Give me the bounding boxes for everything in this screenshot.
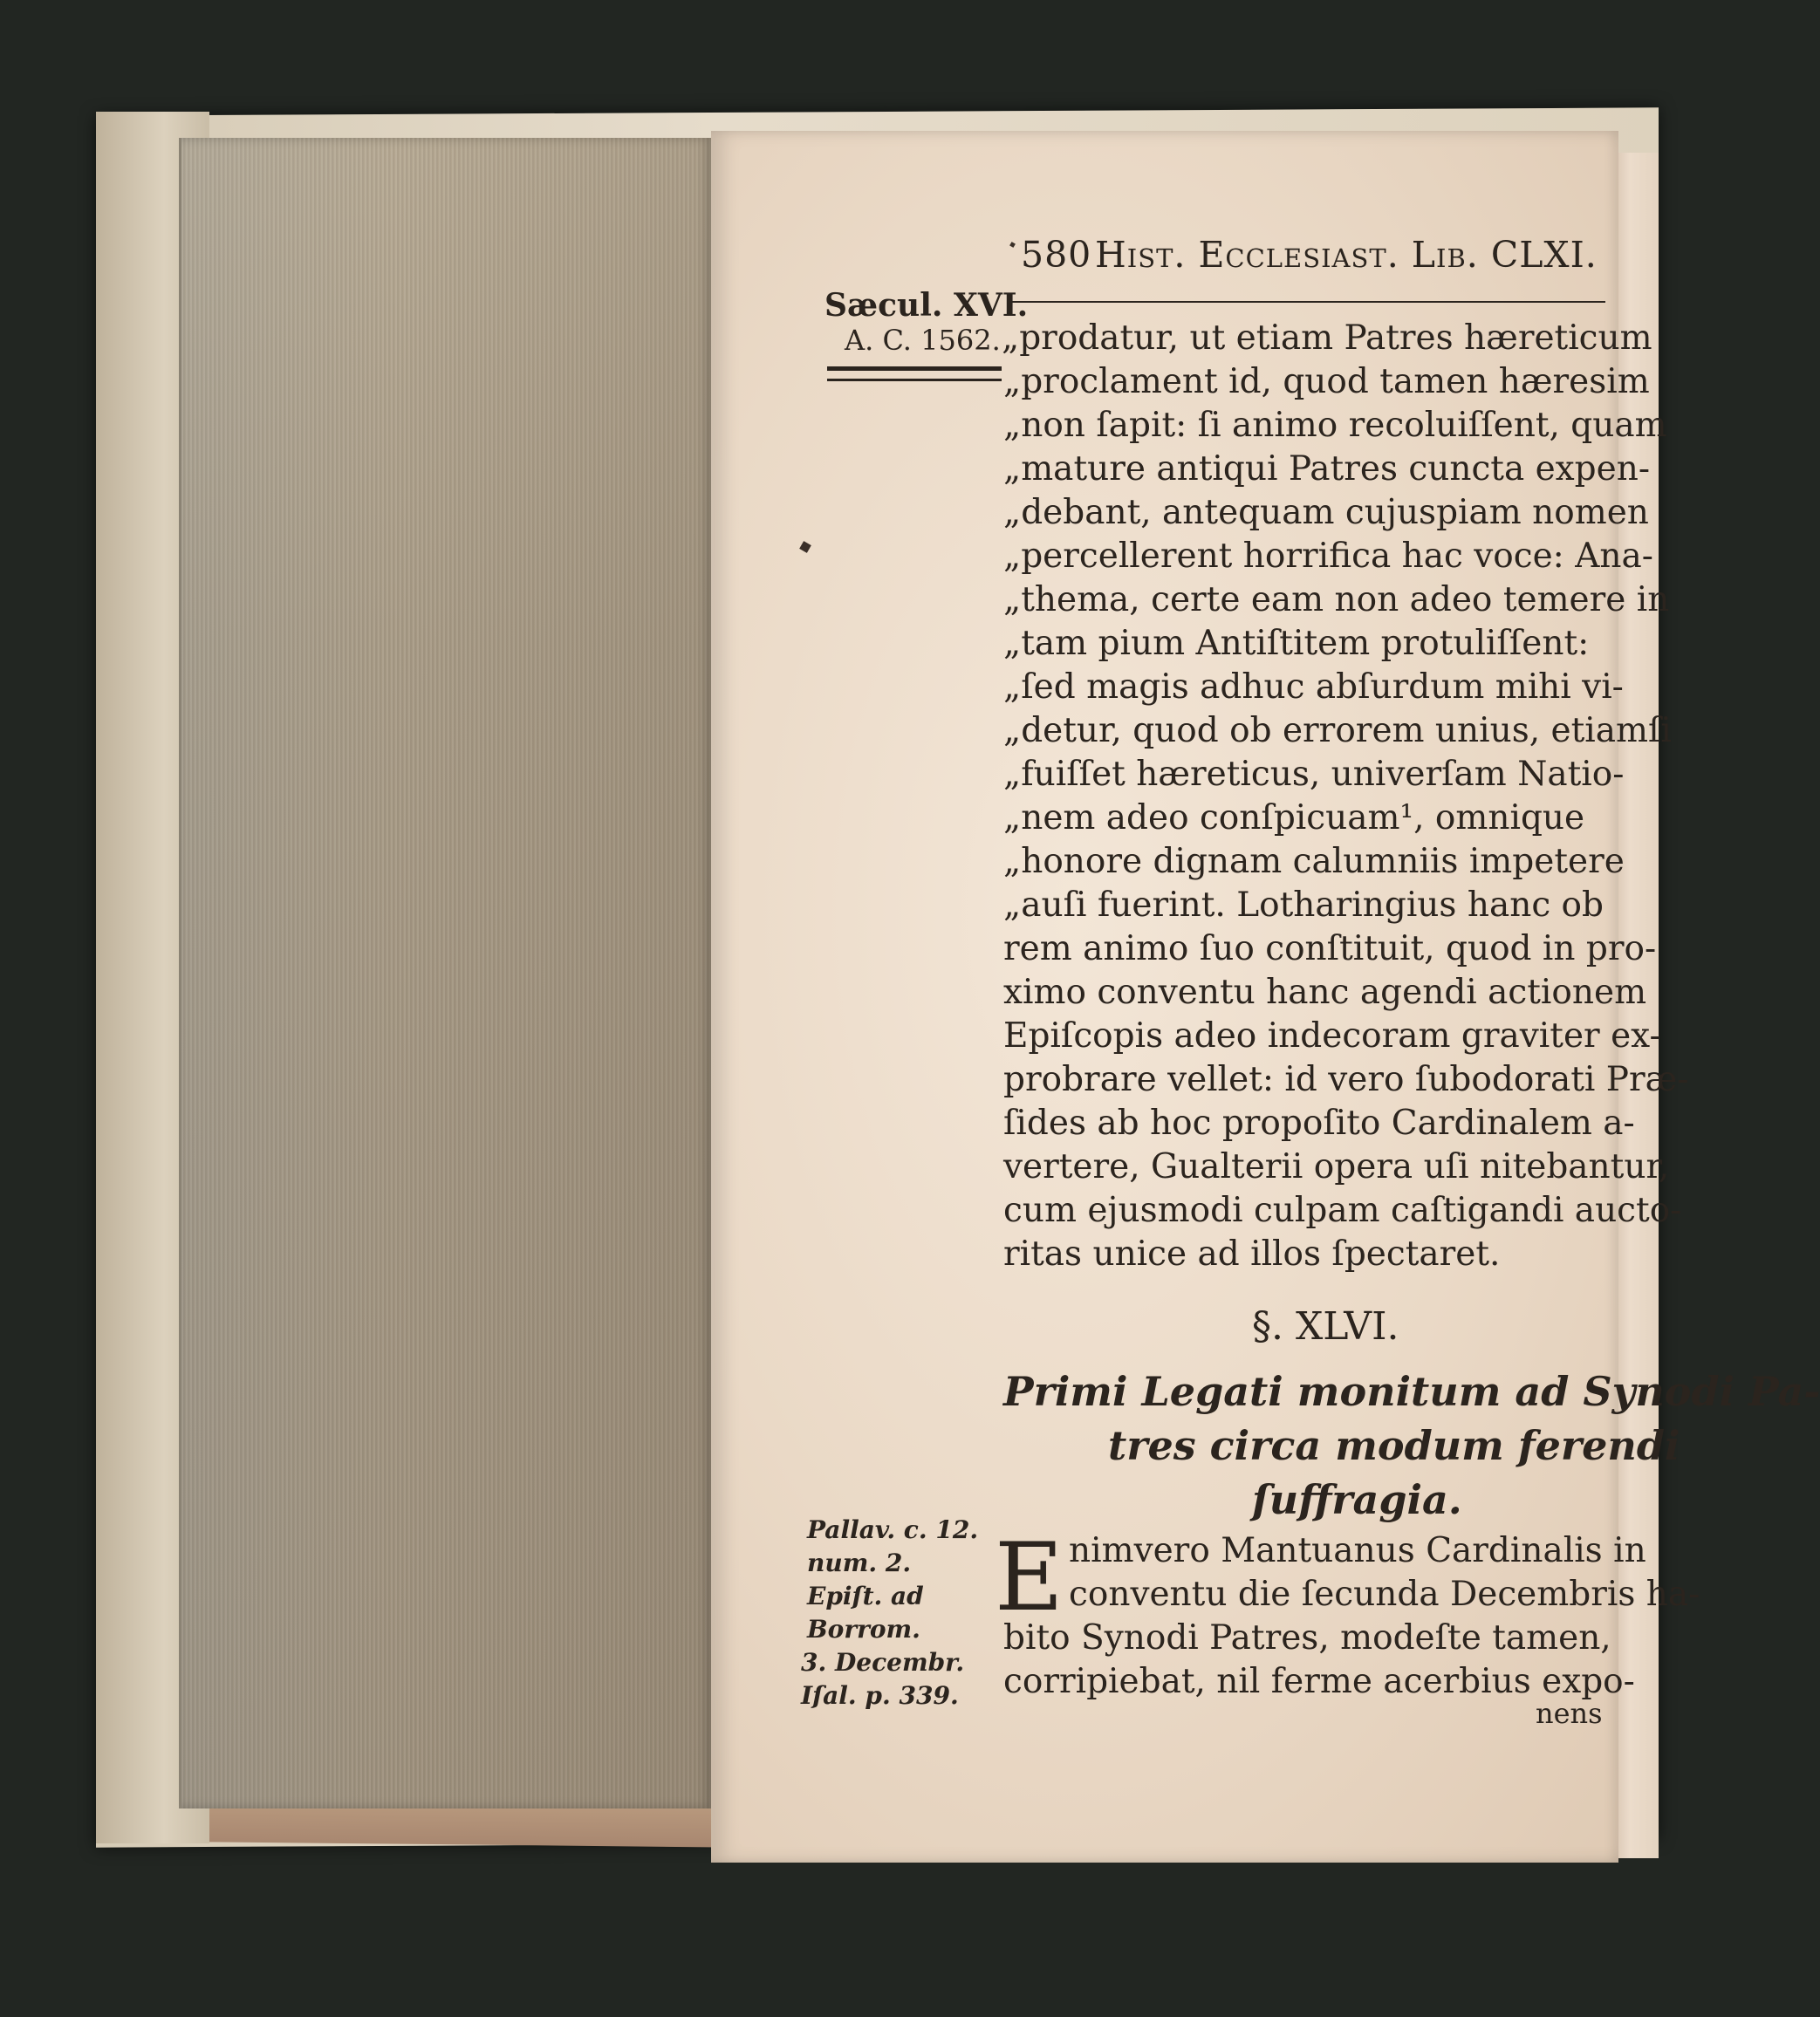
paragraph-line: corripiebat, nil ferme acerbius expo- bbox=[1003, 1662, 1635, 1701]
body-line: cum ejusmodi culpam caſtigandi aucto- bbox=[1003, 1191, 1682, 1230]
edge-shading bbox=[179, 138, 711, 1808]
body-line: ſides ab hoc propoſito Cardinalem a- bbox=[1003, 1104, 1635, 1143]
body-line: „thema, certe eam non adeo temere in bbox=[1003, 580, 1670, 619]
paragraph-line: nimvero Mantuanus Cardinalis in bbox=[1069, 1531, 1646, 1570]
header-rule bbox=[1012, 301, 1605, 303]
body-line: „prodatur, ut etiam Patres hæreticum bbox=[1002, 318, 1652, 358]
paragraph-line: nens bbox=[1536, 1697, 1603, 1730]
margin-note-line: Iſal. p. 339. bbox=[801, 1681, 959, 1710]
body-line: „proclament id, quod tamen hæresim bbox=[1003, 362, 1650, 401]
margin-note-line: Epiſt. ad bbox=[807, 1582, 924, 1610]
section-number: §. XLVI. bbox=[1252, 1304, 1399, 1349]
margin-anno: A. C. 1562. bbox=[845, 324, 1001, 357]
paragraph-line: bito Synodi Patres, modeſte tamen, bbox=[1003, 1618, 1611, 1658]
margin-rule-1 bbox=[827, 366, 1002, 371]
body-line: „debant, antequam cujuspiam nomen bbox=[1003, 493, 1649, 532]
body-line: „percellerent horrifica hac voce: Ana- bbox=[1003, 537, 1653, 576]
running-title: Hist. Ecclesiast. Lib. CLXI. bbox=[1095, 234, 1598, 276]
body-line: ritas unice ad illos ſpectaret. bbox=[1003, 1234, 1501, 1274]
body-line: probrare vellet: id vero ſubodorati Præ- bbox=[1003, 1060, 1689, 1099]
section-title-line: Primi Legati monitum ad Synodi Pa- bbox=[1003, 1368, 1820, 1415]
body-line: „tam pium Antiſtitem protuliſſent: bbox=[1003, 624, 1590, 663]
margin-note-line: num. 2. bbox=[807, 1549, 912, 1577]
body-line: Epiſcopis adeo indecoram graviter ex- bbox=[1003, 1016, 1661, 1056]
section-title-line: ſuffragia. bbox=[1252, 1476, 1462, 1523]
body-line: „mature antiqui Patres cuncta expen- bbox=[1003, 449, 1651, 489]
section-title-line: tres circa modum ferendi bbox=[1108, 1422, 1680, 1469]
page-number: 580 bbox=[1021, 234, 1092, 276]
body-line: rem animo ſuo conſtituit, quod in pro- bbox=[1003, 929, 1657, 968]
body-line: „non ſapit: ſi animo recoluiſſent, quam bbox=[1003, 406, 1667, 445]
paragraph-line: conventu die ſecunda Decembris ha- bbox=[1069, 1575, 1700, 1614]
body-line: „nem adeo conſpicuam¹, omnique bbox=[1003, 798, 1585, 838]
body-line: „ſed magis adhuc abſurdum mihi vi- bbox=[1003, 667, 1624, 707]
margin-rule-2 bbox=[827, 379, 1002, 381]
body-line: „fuiſſet hæreticus, univerſam Natio- bbox=[1003, 755, 1625, 794]
body-line: ximo conventu hanc agendi actionem bbox=[1003, 973, 1647, 1012]
margin-saeculum: Sæcul. XVI. bbox=[824, 287, 1029, 324]
margin-note-line: 3. Decembr. bbox=[801, 1648, 965, 1677]
body-line: vertere, Gualterii opera uſi nitebantur, bbox=[1003, 1147, 1670, 1186]
body-line: „detur, quod ob errorem unius, etiamſi bbox=[1003, 711, 1672, 750]
margin-note-line: Borrom. bbox=[807, 1615, 920, 1644]
margin-note-line: Pallav. c. 12. bbox=[807, 1515, 979, 1544]
body-line: „auſi fuerint. Lotharingius hanc ob bbox=[1003, 885, 1604, 925]
body-line: „honore dignam calumniis impetere bbox=[1003, 842, 1625, 881]
drop-cap: E bbox=[995, 1523, 1064, 1632]
